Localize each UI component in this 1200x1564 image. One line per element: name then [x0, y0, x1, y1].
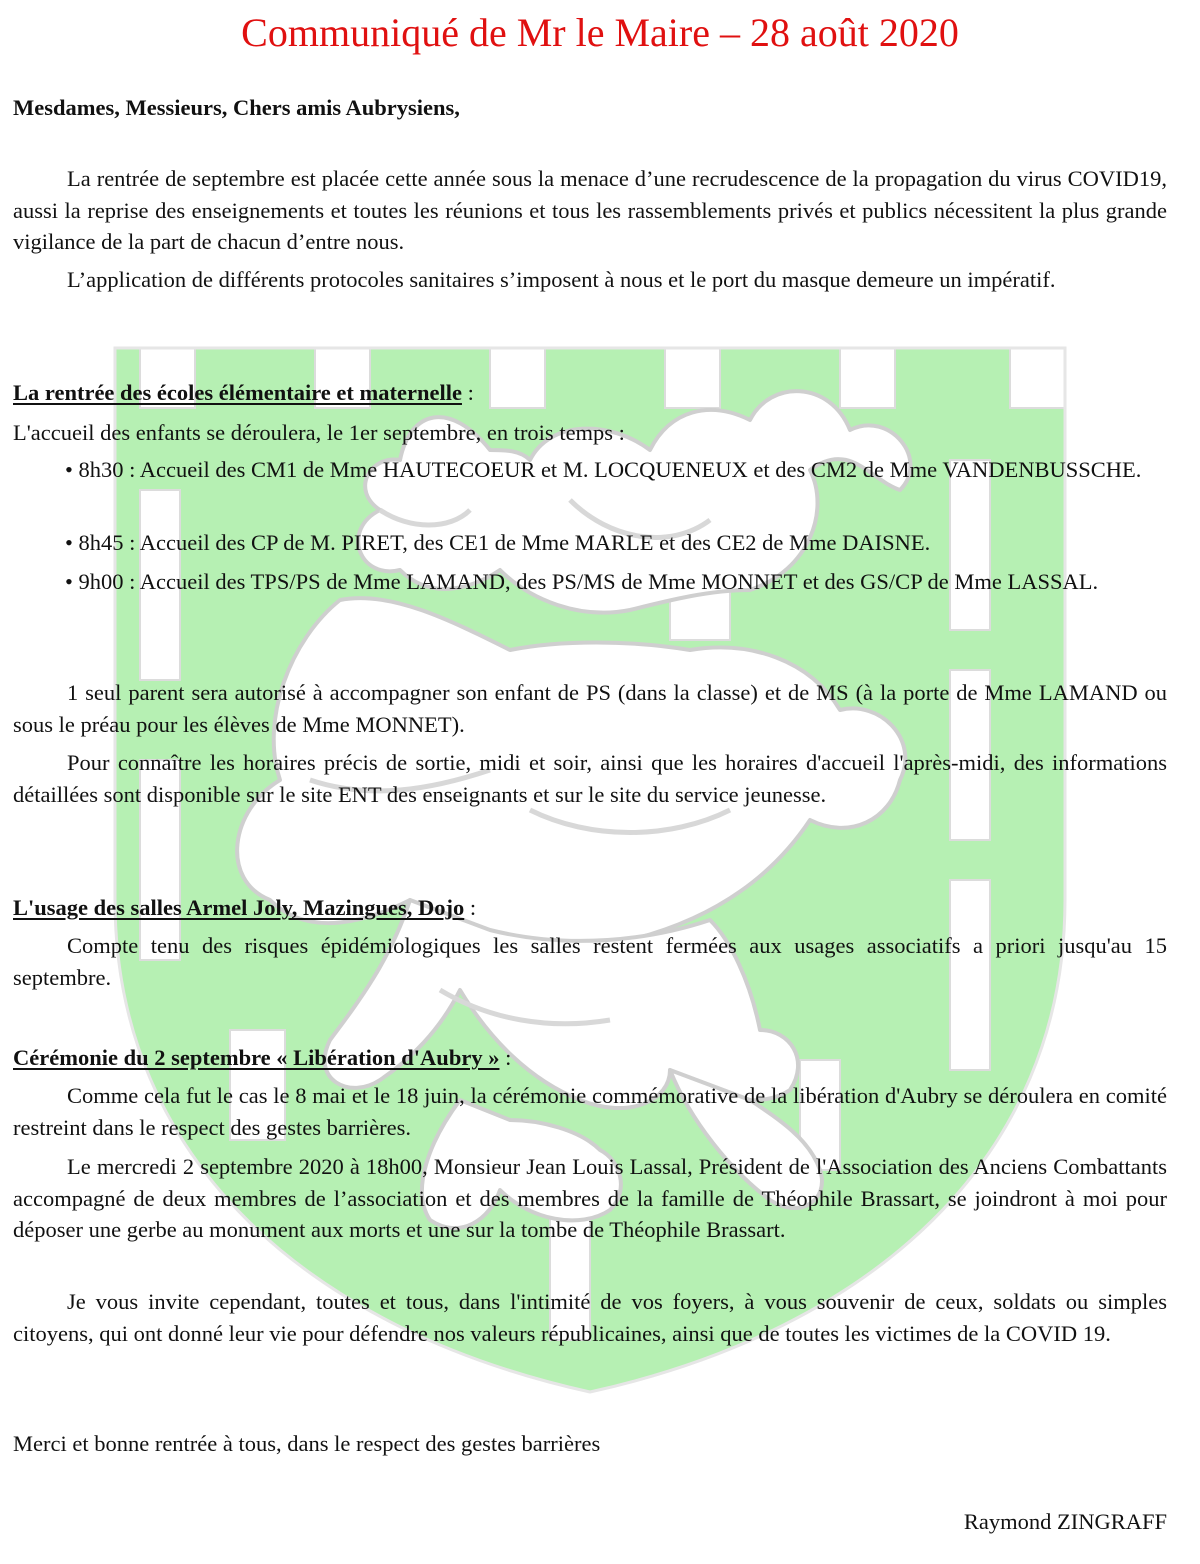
schools-lead: L'accueil des enfants se déroulera, le 1er septembre, en trois temps : [13, 420, 625, 445]
ceremony-paragraph: Comme cela fut le cas le 8 mai et le 18 juin, la cérémonie commémorative de la libération d'Aubry se déroulera en comité restreint dans le respect des gestes barrières. [13, 1083, 1167, 1140]
intro-paragraph: La rentrée de septembre est placée cette année sous la menace d’une recrudescence de la propagation du virus COVID19, aussi la reprise des enseignements et toutes les réunions et tous les rassemblements privés et publics nécessitent la plus grande vigilance de la part de chacun d’entre nous. [13, 166, 1167, 254]
section-heading-schools [13, 377, 1167, 409]
section-heading-ceremony [13, 1042, 1167, 1074]
heading-colon: : [464, 895, 477, 920]
heading-text: Cérémonie du 2 septembre « Libération d'Aubry » [13, 1045, 500, 1070]
heading-text: L'usage des salles Armel Joly, Mazingues, Dojo [13, 895, 465, 920]
closing-line: Merci et bonne rentrée à tous, dans le respect des gestes barrières [13, 1431, 601, 1456]
signature: Raymond ZINGRAFF [963, 1509, 1167, 1534]
schedule-bullet: • 9h00 : Accueil des TPS/PS de Mme LAMAND, des PS/MS de Mme MONNET et des GS/CP de Mme LASSAL. [65, 569, 1099, 594]
intro-paragraph: L’application de différents protocoles sanitaires s’imposent à nous et le port du masque demeure un impératif. [67, 267, 1056, 292]
schedule-bullet: • 8h45 : Accueil des CP de M. PIRET, des CE1 de Mme MARLE et des CE2 de Mme DAISNE. [65, 530, 931, 555]
schools-paragraph: 1 seul parent sera autorisé à accompagner son enfant de PS (dans la classe) et de MS (à la porte de Mme LAMAND ou sous le préau pour les élèves de Mme MONNET). [13, 680, 1167, 737]
ceremony-paragraph: Le mercredi 2 septembre 2020 à 18h00, Monsieur Jean Louis Lassal, Président de l'Association des Anciens Combattants accompagné de deux membres de l’association et des membres de la famille de Théophile Brassart, se joindront à moi pour déposer une gerbe au monument aux morts et une sur la tombe de Théophile Brassart. [13, 1154, 1167, 1242]
heading-colon: : [461, 380, 474, 405]
section-heading-halls [13, 892, 1167, 924]
salutation: Mesdames, Messieurs, Chers amis Aubrysiens, [13, 95, 460, 120]
page-title: Communiqué de Mr le Maire – 28 août 2020 [241, 10, 959, 55]
ceremony-paragraph: Je vous invite cependant, toutes et tous, dans l'intimité de vos foyers, à vous souvenir de ceux, soldats ou simples citoyens, qui ont donné leur vie pour défendre nos valeurs républicaines, ainsi que de toutes les victimes de la COVID 19. [13, 1289, 1167, 1346]
schedule-bullet: • 8h30 : Accueil des CM1 de Mme HAUTECOEUR et M. LOCQUENEUX et des CM2 de Mme VANDENBUSSCHE. [65, 457, 1142, 482]
heading-colon: : [499, 1045, 512, 1070]
heading-text: La rentrée des écoles élémentaire et maternelle [13, 380, 462, 405]
schools-paragraph: Pour connaître les horaires précis de sortie, midi et soir, ainsi que les horaires d'accueil l'après-midi, des informations détaillées sont disponible sur le site ENT des enseignants et sur le site du service jeunesse. [13, 750, 1167, 807]
halls-paragraph: Compte tenu des risques épidémiologiques les salles restent fermées aux usages associatifs a priori jusqu'au 15 septembre. [13, 933, 1167, 990]
